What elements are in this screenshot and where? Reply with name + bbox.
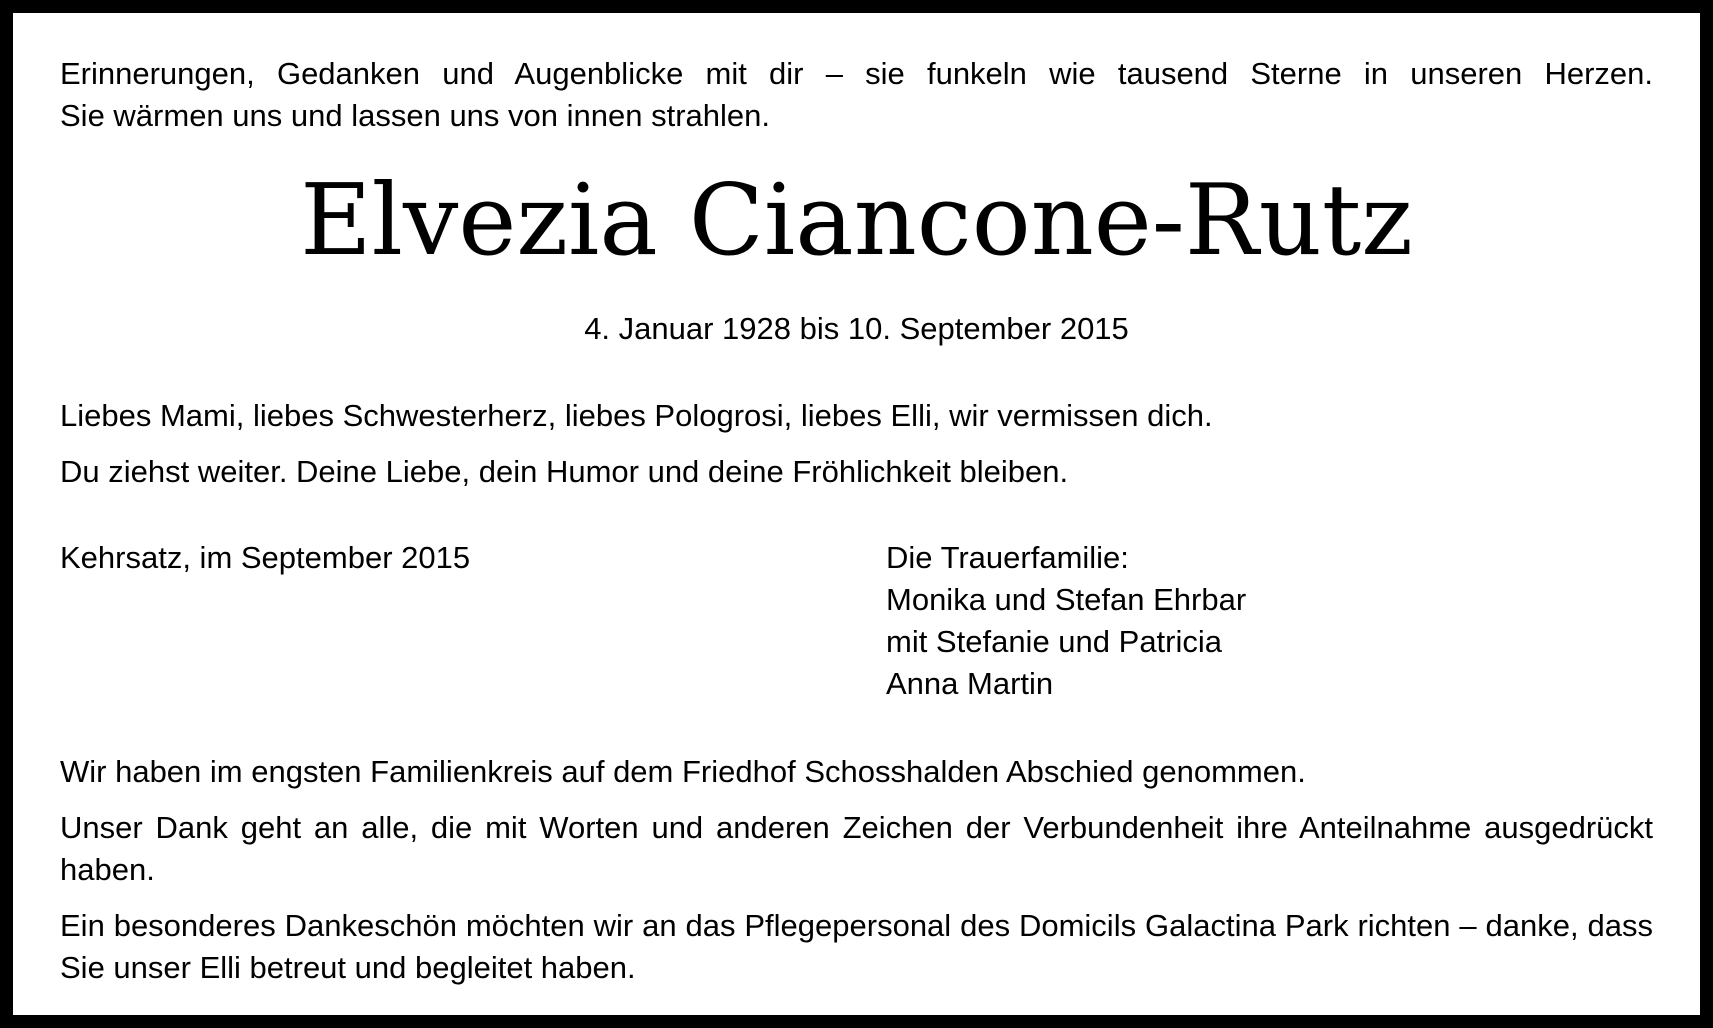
message-line: Liebes Mami, liebes Schwesterherz, liebes Pologrosi, liebes Elli, wir vermissen dich. bbox=[60, 398, 1213, 433]
life-dates: 4. Januar 1928 bis 10. September 2015 bbox=[584, 311, 1129, 346]
thanks-paragraph: Wir haben im engsten Familienkreis auf dem Friedhof Schosshalden Abschied genommen. bbox=[60, 754, 1306, 789]
notice-content bbox=[60, 13, 1653, 1015]
mourning-family bbox=[886, 537, 1246, 705]
family-member: Monika und Stefan Ehrbar bbox=[886, 582, 1247, 617]
deceased-name: Elvezia Ciancone-Rutz bbox=[300, 164, 1413, 278]
personal-message bbox=[60, 395, 1653, 507]
intro-line-2: Sie wärmen uns und lassen uns von innen strahlen. bbox=[60, 98, 770, 133]
family-heading: Die Trauerfamilie: bbox=[886, 540, 1129, 575]
thanks-paragraph: Unser Dank geht an alle, die mit Worten und anderen Zeichen der Verbundenheit ihre Anteilnahme ausgedrückt haben. bbox=[60, 810, 1653, 887]
intro-quote bbox=[60, 53, 1653, 137]
thanks-section bbox=[60, 751, 1653, 1003]
intro-line-1: Erinnerungen, Gedanken und Augenblicke mit dir – sie funkeln wie tausend Sterne in unseren Herzen. bbox=[60, 56, 1653, 91]
thanks-paragraph: Ein besonderes Dankeschön möchten wir an das Pflegepersonal des Domicils Galactina Park richten – danke, dass Sie unser Elli betreut und begleitet haben. bbox=[60, 908, 1653, 985]
family-member: mit Stefanie und Patricia bbox=[886, 624, 1223, 659]
family-member: Anna Martin bbox=[886, 666, 1054, 701]
message-line: Du ziehst weiter. Deine Liebe, dein Humor und deine Fröhlichkeit bleiben. bbox=[60, 454, 1069, 489]
place-and-date: Kehrsatz, im September 2015 bbox=[60, 540, 471, 575]
